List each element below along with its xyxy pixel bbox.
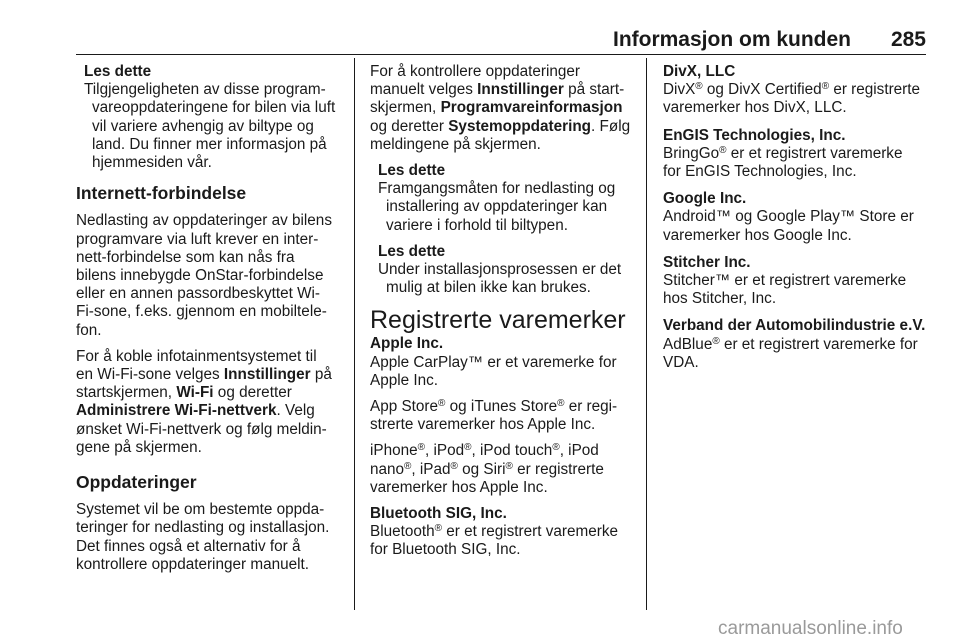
paragraph-wifi (76, 348, 344, 457)
registered-mark: ® (719, 144, 727, 156)
text-run: , iPod (559, 442, 599, 460)
note-availability (76, 63, 344, 172)
note-line: Framgangsmåten for nedlasting og (378, 180, 616, 198)
note-line: land. Du finner mer informasjon på (92, 135, 327, 153)
text-run: en Wi-Fi-sone velges (76, 366, 224, 384)
text-line: for Bluetooth SIG, Inc. (370, 541, 521, 559)
trademark-engis (663, 127, 931, 182)
trademark-holder-google: Google Inc. (663, 190, 747, 208)
text-line: teringer for nedlasting og installasjon. (76, 519, 330, 537)
registered-mark: ® (712, 335, 720, 347)
text-run: og Siri (457, 460, 506, 478)
column-3 (663, 63, 931, 381)
note-line: Under installasjonsprosessen er det (378, 261, 622, 279)
trademark-holder-bluetooth: Bluetooth SIG, Inc. (370, 505, 507, 523)
page-header (76, 26, 926, 55)
trademark-holder-stitcher: Stitcher Inc. (663, 253, 751, 271)
registered-mark: ® (417, 442, 426, 454)
column-1 (76, 63, 344, 582)
heading-updates: Oppdateringer (76, 472, 197, 493)
trademark-holder-apple: Apple Inc. (370, 335, 444, 353)
text-line: eller en annen passordbeskyttet Wi- (76, 285, 321, 303)
text-run: på (310, 366, 332, 384)
menu-term-wifi: Wi-Fi (176, 384, 214, 402)
text-run: . Velg (276, 402, 315, 420)
text-run: manuelt velges (370, 81, 478, 99)
text-line: varemerker hos Google Inc. (663, 226, 852, 244)
text-run: og deretter (213, 384, 292, 402)
trademark-divx (663, 63, 931, 118)
menu-term-software-info: Programvareinformasjon (440, 99, 623, 117)
paragraph-carplay (370, 354, 634, 390)
registered-mark: ® (464, 442, 472, 454)
note-line: variere i forhold til biltypen. (386, 216, 568, 234)
trademark-stitcher (663, 254, 931, 309)
text-run: . Følg (591, 117, 631, 135)
trademark-holder-vda: Verband der Automobilindustrie e.V. (663, 317, 926, 335)
heading-trademarks: Registrerte varemerker (370, 306, 626, 335)
text-line: Nedlasting av oppdateringer av bilens (76, 212, 332, 230)
column-divider-2 (646, 58, 647, 610)
text-run: AdBlue (663, 335, 713, 353)
paragraph-updates (76, 501, 344, 574)
registered-mark: ® (438, 398, 446, 410)
menu-term-settings: Innstillinger (223, 366, 311, 384)
paragraph-bluetooth (370, 523, 634, 559)
note-title: Les dette (84, 63, 152, 80)
trademark-holder-engis: EnGIS Technologies, Inc. (663, 126, 846, 144)
chapter-title: Informasjon om kunden (612, 28, 851, 51)
text-run: er registrerte (512, 460, 604, 478)
text-line: varemerker hos DivX, LLC. (663, 99, 847, 117)
text-run: og deretter (370, 117, 449, 135)
text-run: , iPod touch (471, 442, 553, 460)
registered-mark: ® (557, 398, 565, 410)
paragraph-appstore (370, 398, 634, 434)
text-line: Stitcher™ er et registrert varemerke (663, 272, 907, 290)
text-run: er regi- (564, 398, 618, 416)
paragraph-manual-check (370, 63, 634, 154)
text-line: for EnGIS Technologies, Inc. (663, 163, 857, 181)
text-run: BringGo (663, 144, 720, 162)
menu-term-manage-wifi: Administrere Wi-Fi-nettverk (76, 402, 277, 420)
text-run: App Store (370, 398, 439, 416)
text-line: kontrollere oppdateringer manuelt. (76, 555, 309, 573)
note-title: Les dette (378, 162, 446, 180)
text-line: Fi-sone, f.eks. gjennom en mobiltele- (76, 303, 327, 321)
registered-mark: ® (552, 442, 560, 454)
paragraph-iphone (370, 442, 634, 497)
menu-term-settings: Innstillinger (477, 81, 564, 99)
text-line: strerte varemerker hos Apple Inc. (370, 416, 596, 434)
trademark-holder-divx: DivX, LLC (663, 63, 736, 80)
text-run: , iPod (425, 442, 465, 460)
text-line: gene på skjermen. (76, 438, 202, 456)
registered-mark: ® (821, 81, 830, 93)
text-line: meldingene på skjermen. (370, 135, 541, 153)
registered-mark: ® (505, 460, 513, 472)
text-run: Bluetooth (370, 523, 435, 541)
text-line: bilens innebygde OnStar-forbindelse (76, 267, 324, 285)
text-line: Det finnes også et alternativ for å (76, 537, 301, 555)
text-run: og iTunes Store (445, 398, 558, 416)
trademark-google (663, 190, 931, 245)
column-divider-1 (354, 58, 355, 610)
text-run: skjermen, (370, 99, 441, 117)
note-line: installering av oppdateringer kan (386, 198, 608, 216)
text-run: startskjermen, (76, 384, 177, 402)
note-line: mulig at bilen ikke kan brukes. (386, 279, 591, 297)
text-line: programvare via luft krever en inter- (76, 230, 319, 248)
text-line: For å kontrollere oppdateringer (370, 63, 581, 80)
text-run: på start- (563, 81, 625, 99)
text-run: iPhone (370, 442, 418, 460)
note-line: vareoppdateringene for bilen via luft (92, 99, 336, 117)
text-line: Apple Inc. (370, 371, 439, 389)
text-run: og DivX Certified (702, 81, 822, 99)
text-line: varemerker hos Apple Inc. (370, 478, 548, 496)
menu-term-system-update: Systemoppdatering (448, 117, 592, 135)
text-run: er et registrert varemerke for (719, 335, 918, 353)
text-run: er et registrert varemerke (442, 523, 618, 541)
note-title: Les dette (378, 242, 446, 260)
page-number: 285 (890, 28, 926, 51)
text-line: For å koble infotainmentsystemet til (76, 347, 317, 365)
text-run: nano (370, 460, 405, 478)
text-line: Apple CarPlay™ er et varemerke for (370, 353, 617, 371)
text-run: er registrerte (829, 81, 921, 99)
note-installation (370, 243, 634, 298)
registered-mark: ® (404, 460, 412, 472)
text-line: nett-forbindelse som kan nås fra (76, 248, 295, 266)
text-line: Android™ og Google Play™ Store er (663, 208, 914, 226)
text-run: , iPad (411, 460, 451, 478)
text-line: hos Stitcher, Inc. (663, 290, 777, 308)
note-procedure (370, 162, 634, 235)
trademark-vda (663, 317, 931, 372)
column-2 (370, 63, 634, 568)
registered-mark: ® (450, 460, 458, 472)
note-line: hjemmesiden vår. (92, 154, 212, 172)
text-line: Systemet vil be om bestemte oppda- (76, 501, 325, 519)
watermark-footer: carmanualsonline.info (718, 618, 903, 639)
text-line: VDA. (663, 353, 699, 371)
note-line: vil variere avhengig av biltype og (92, 117, 314, 135)
paragraph-internet (76, 212, 344, 339)
text-run: er et registrert varemerke (726, 144, 903, 162)
text-run: DivX (663, 81, 696, 99)
text-line: fon. (76, 321, 102, 339)
heading-internet: Internett-forbindelse (76, 183, 247, 204)
registered-mark: ® (434, 523, 443, 535)
note-line: Tilgjengeligheten av disse program- (84, 81, 326, 99)
registered-mark: ® (695, 81, 703, 93)
text-line: ønsket Wi-Fi-nettverk og følg meldin- (76, 420, 327, 438)
